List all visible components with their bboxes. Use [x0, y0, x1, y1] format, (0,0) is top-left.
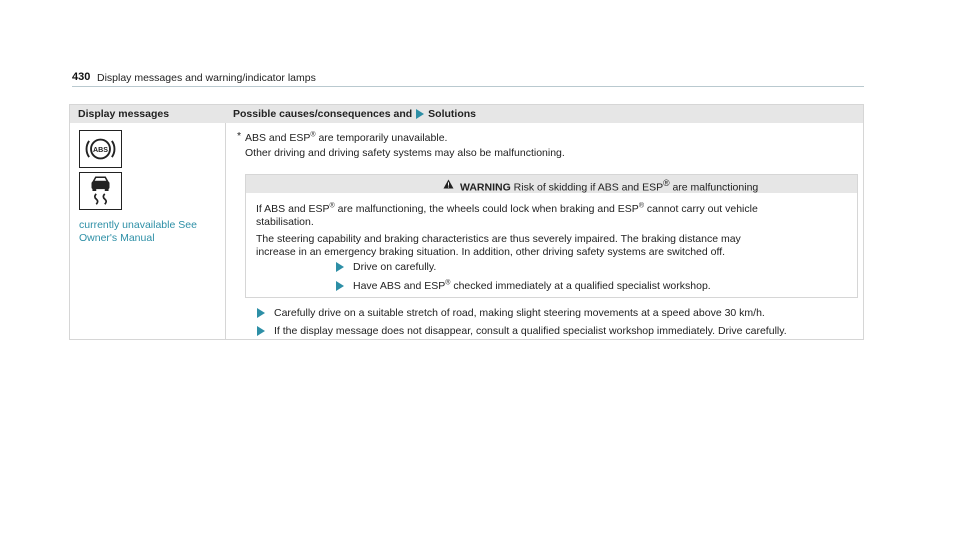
- warning-step-2: Have ABS and ESP® checked immediately at a qualified specialist workshop.: [336, 280, 711, 292]
- column-divider: [225, 123, 226, 339]
- warning-title: WARNING Risk of skidding if ABS and ESP® are malfunctioning: [460, 178, 759, 194]
- cause-line-1: ABS and ESP® are temporarily unavailable.: [245, 131, 448, 144]
- svg-text:ABS: ABS: [93, 145, 108, 154]
- page-header: [72, 66, 864, 87]
- column-header-causes-label: Possible causes/consequences and: [233, 108, 413, 120]
- warning-step-1: Drive on carefully.: [336, 261, 436, 273]
- column-header-solutions-label: Solutions: [428, 108, 477, 120]
- footnote-asterisk: *: [237, 130, 242, 142]
- warning-triangle-icon: [443, 179, 454, 189]
- solution-step-2: If the display message does not disappear, consult a qualified specialist workshop immediately. Drive carefully.: [257, 325, 787, 337]
- warning-box: [245, 174, 858, 298]
- solution-step-1: Carefully drive on a suitable stretch of road, making slight steering movements at a speed above 30 km/h.: [257, 307, 765, 319]
- step-arrow-icon: [336, 262, 344, 272]
- warning-header: [246, 175, 857, 193]
- cause-line-2: Other driving and driving safety systems may also be malfunctioning.: [245, 147, 565, 159]
- column-header-causes-solutions: [233, 108, 476, 120]
- step-arrow-icon: [336, 281, 344, 291]
- page-number: 430: [72, 71, 91, 83]
- warning-paragraph-2-line-2: increase in an emergency braking situation. In addition, other driving safety systems are switched off.: [256, 246, 726, 258]
- reference-text-line-1: currently unavailable See: [79, 219, 197, 231]
- step-arrow-icon: [257, 326, 265, 336]
- owners-manual-reference[interactable]: [79, 219, 219, 245]
- table-header-row: [70, 105, 863, 123]
- step-arrow-icon: [257, 308, 265, 318]
- warning-paragraph-2-line-1: The steering capability and braking characteristics are thus severely impaired. The braking distance may: [256, 233, 741, 245]
- display-messages-table: [69, 104, 864, 340]
- column-header-display-messages: Display messages: [78, 108, 170, 120]
- esp-skid-icon: [79, 172, 122, 210]
- page-title: Display messages and warning/indicator lamps: [97, 72, 316, 84]
- reference-text-line-2: Owner's Manual: [79, 232, 155, 244]
- warning-paragraph-1-line-1: If ABS and ESP® are malfunctioning, the wheels could lock when braking and ESP® cannot carry out vehicle: [256, 202, 758, 215]
- abs-warning-icon: [79, 130, 122, 168]
- warning-paragraph-1-line-2: stabilisation.: [256, 216, 314, 228]
- action-arrow-icon: [416, 109, 424, 119]
